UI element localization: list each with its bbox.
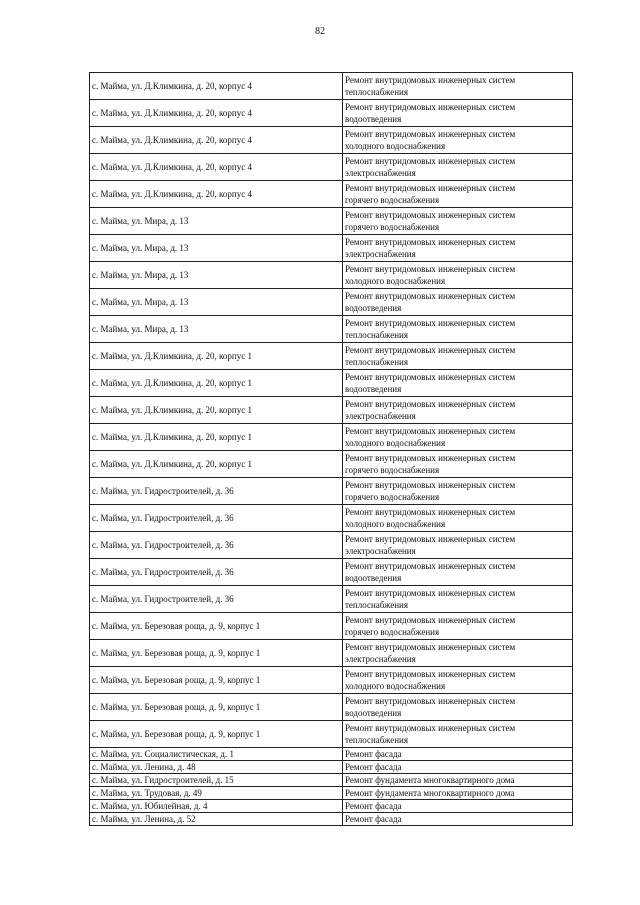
work-cell	[343, 721, 573, 748]
work-type-line: Ремонт внутридомовых инженерных систем	[345, 210, 516, 220]
work-system-line: электроснабжения	[345, 546, 416, 556]
work-cell	[343, 613, 573, 640]
work-system-line: холодного водоснабжения	[345, 141, 446, 151]
table-row	[90, 289, 573, 316]
work-type-line: Ремонт внутридомовых инженерных систем	[345, 345, 516, 355]
work-type-line: Ремонт внутридомовых инженерных систем	[345, 129, 516, 139]
work-type-line: Ремонт внутридомовых инженерных систем	[345, 399, 516, 409]
work-cell	[343, 478, 573, 505]
table-row	[90, 813, 573, 826]
address-cell: с. Майма, ул. Д.Климкина, д. 20, корпус 1	[90, 424, 343, 451]
table-row	[90, 613, 573, 640]
work-cell	[343, 235, 573, 262]
work-system-line: электроснабжения	[345, 654, 416, 664]
address-cell: с. Майма, ул. Березовая роща, д. 9, корпус 1	[90, 721, 343, 748]
table-row	[90, 694, 573, 721]
table-row	[90, 127, 573, 154]
work-system-line: теплоснабжения	[345, 87, 408, 97]
work-cell	[343, 505, 573, 532]
address-cell: с. Майма, ул. Гидростроителей, д. 36	[90, 478, 343, 505]
work-type-line: Ремонт фундамента многоквартирного дома	[345, 788, 515, 798]
work-system-line: горячего водоснабжения	[345, 222, 440, 232]
address-cell: с. Майма, ул. Гидростроителей, д. 36	[90, 559, 343, 586]
work-cell	[343, 73, 573, 100]
address-cell: с. Майма, ул. Мира, д. 13	[90, 289, 343, 316]
work-cell	[343, 424, 573, 451]
work-type-line: Ремонт внутридомовых инженерных систем	[345, 156, 516, 166]
address-cell: с. Майма, ул. Мира, д. 13	[90, 316, 343, 343]
work-cell	[343, 289, 573, 316]
address-cell: с. Майма, ул. Д.Климкина, д. 20, корпус 1	[90, 370, 343, 397]
work-type-line: Ремонт внутридомовых инженерных систем	[345, 507, 516, 517]
work-cell	[343, 181, 573, 208]
table-row	[90, 451, 573, 478]
address-cell: с. Майма, ул. Березовая роща, д. 9, корпус 1	[90, 613, 343, 640]
table-row	[90, 774, 573, 787]
table-row	[90, 424, 573, 451]
work-type-line: Ремонт фундамента многоквартирного дома	[345, 775, 515, 785]
table-row	[90, 761, 573, 774]
work-type-line: Ремонт фасада	[345, 762, 402, 772]
work-system-line: холодного водоснабжения	[345, 276, 446, 286]
table-row	[90, 100, 573, 127]
work-type-line: Ремонт внутридомовых инженерных систем	[345, 480, 516, 490]
work-cell	[343, 800, 573, 813]
work-cell	[343, 667, 573, 694]
work-system-line: холодного водоснабжения	[345, 519, 446, 529]
address-cell: с. Майма, ул. Гидростроителей, д. 36	[90, 532, 343, 559]
table-row	[90, 640, 573, 667]
table-row	[90, 748, 573, 761]
work-type-line: Ремонт внутридомовых инженерных систем	[345, 588, 516, 598]
table-row	[90, 586, 573, 613]
table-row	[90, 208, 573, 235]
work-system-line: электроснабжения	[345, 249, 416, 259]
table-row	[90, 505, 573, 532]
address-cell: с. Майма, ул. Д.Климкина, д. 20, корпус 4	[90, 73, 343, 100]
work-type-line: Ремонт внутридомовых инженерных систем	[345, 642, 516, 652]
work-cell	[343, 343, 573, 370]
work-type-line: Ремонт фасада	[345, 814, 402, 824]
address-cell: с. Майма, ул. Д.Климкина, д. 20, корпус 1	[90, 343, 343, 370]
page-number: 82	[315, 26, 325, 37]
address-cell: с. Майма, ул. Юбилейная, д. 4	[90, 800, 343, 813]
work-type-line: Ремонт внутридомовых инженерных систем	[345, 318, 516, 328]
table-row	[90, 397, 573, 424]
work-cell	[343, 154, 573, 181]
table-row	[90, 532, 573, 559]
work-cell	[343, 586, 573, 613]
work-type-line: Ремонт внутридомовых инженерных систем	[345, 696, 516, 706]
work-cell	[343, 451, 573, 478]
address-cell: с. Майма, ул. Социалистическая, д. 1	[90, 748, 343, 761]
work-type-line: Ремонт внутридомовых инженерных систем	[345, 561, 516, 571]
address-cell: с. Майма, ул. Ленина, д. 48	[90, 761, 343, 774]
address-cell: с. Майма, ул. Д.Климкина, д. 20, корпус 1	[90, 397, 343, 424]
address-cell: с. Майма, ул. Мира, д. 13	[90, 208, 343, 235]
table-row	[90, 235, 573, 262]
work-cell	[343, 100, 573, 127]
work-system-line: водоотведения	[345, 573, 402, 583]
address-cell: с. Майма, ул. Д.Климкина, д. 20, корпус 4	[90, 181, 343, 208]
work-system-line: теплоснабжения	[345, 600, 408, 610]
work-type-line: Ремонт внутридомовых инженерных систем	[345, 291, 516, 301]
table-row	[90, 154, 573, 181]
work-type-line: Ремонт внутридомовых инженерных систем	[345, 426, 516, 436]
work-type-line: Ремонт внутридомовых инженерных систем	[345, 453, 516, 463]
address-cell: с. Майма, ул. Д.Климкина, д. 20, корпус 4	[90, 127, 343, 154]
work-system-line: теплоснабжения	[345, 330, 408, 340]
work-type-line: Ремонт внутридомовых инженерных систем	[345, 237, 516, 247]
work-cell	[343, 316, 573, 343]
work-system-line: горячего водоснабжения	[345, 195, 440, 205]
work-type-line: Ремонт фасада	[345, 749, 402, 759]
table-row	[90, 800, 573, 813]
work-system-line: электроснабжения	[345, 411, 416, 421]
work-cell	[343, 208, 573, 235]
address-cell: с. Майма, ул. Березовая роща, д. 9, корпус 1	[90, 640, 343, 667]
table-row	[90, 559, 573, 586]
work-system-line: теплоснабжения	[345, 357, 408, 367]
work-cell	[343, 127, 573, 154]
work-type-line: Ремонт внутридомовых инженерных систем	[345, 264, 516, 274]
work-type-line: Ремонт внутридомовых инженерных систем	[345, 183, 516, 193]
work-cell	[343, 774, 573, 787]
table-row	[90, 787, 573, 800]
address-cell: с. Майма, ул. Гидростроителей, д. 15	[90, 774, 343, 787]
work-system-line: холодного водоснабжения	[345, 438, 446, 448]
work-system-line: водоотведения	[345, 114, 402, 124]
address-cell: с. Майма, ул. Д.Климкина, д. 20, корпус 4	[90, 154, 343, 181]
work-system-line: горячего водоснабжения	[345, 465, 440, 475]
table-row	[90, 370, 573, 397]
work-cell	[343, 640, 573, 667]
address-cell: с. Майма, ул. Березовая роща, д. 9, корпус 1	[90, 667, 343, 694]
address-cell: с. Майма, ул. Гидростроителей, д. 36	[90, 586, 343, 613]
work-type-line: Ремонт внутридомовых инженерных систем	[345, 534, 516, 544]
work-cell	[343, 370, 573, 397]
works-table	[89, 72, 573, 826]
work-cell	[343, 748, 573, 761]
address-cell: с. Майма, ул. Гидростроителей, д. 36	[90, 505, 343, 532]
work-type-line: Ремонт внутридомовых инженерных систем	[345, 615, 516, 625]
work-cell	[343, 397, 573, 424]
work-system-line: водоотведения	[345, 303, 402, 313]
work-cell	[343, 694, 573, 721]
work-cell	[343, 532, 573, 559]
address-cell: с. Майма, ул. Ленина, д. 52	[90, 813, 343, 826]
table-row	[90, 316, 573, 343]
address-cell: с. Майма, ул. Д.Климкина, д. 20, корпус 4	[90, 100, 343, 127]
work-system-line: горячего водоснабжения	[345, 627, 440, 637]
table-row	[90, 73, 573, 100]
table-body	[90, 73, 573, 826]
work-cell	[343, 813, 573, 826]
table-row	[90, 343, 573, 370]
work-type-line: Ремонт внутридомовых инженерных систем	[345, 75, 516, 85]
work-system-line: водоотведения	[345, 384, 402, 394]
table-row	[90, 262, 573, 289]
address-cell: с. Майма, ул. Трудовая, д. 49	[90, 787, 343, 800]
work-type-line: Ремонт внутридомовых инженерных систем	[345, 723, 516, 733]
work-system-line: теплоснабжения	[345, 735, 408, 745]
address-cell: с. Майма, ул. Мира, д. 13	[90, 235, 343, 262]
work-cell	[343, 761, 573, 774]
work-system-line: холодного водоснабжения	[345, 681, 446, 691]
table-row	[90, 721, 573, 748]
work-system-line: горячего водоснабжения	[345, 492, 440, 502]
work-cell	[343, 559, 573, 586]
work-cell	[343, 262, 573, 289]
address-cell: с. Майма, ул. Березовая роща, д. 9, корпус 1	[90, 694, 343, 721]
address-cell: с. Майма, ул. Д.Климкина, д. 20, корпус 1	[90, 451, 343, 478]
work-type-line: Ремонт внутридомовых инженерных систем	[345, 372, 516, 382]
work-type-line: Ремонт внутридомовых инженерных систем	[345, 669, 516, 679]
work-system-line: электроснабжения	[345, 168, 416, 178]
work-cell	[343, 787, 573, 800]
work-type-line: Ремонт внутридомовых инженерных систем	[345, 102, 516, 112]
work-system-line: водоотведения	[345, 708, 402, 718]
address-cell: с. Майма, ул. Мира, д. 13	[90, 262, 343, 289]
table-row	[90, 478, 573, 505]
table-row	[90, 181, 573, 208]
table-row	[90, 667, 573, 694]
work-type-line: Ремонт фасада	[345, 801, 402, 811]
